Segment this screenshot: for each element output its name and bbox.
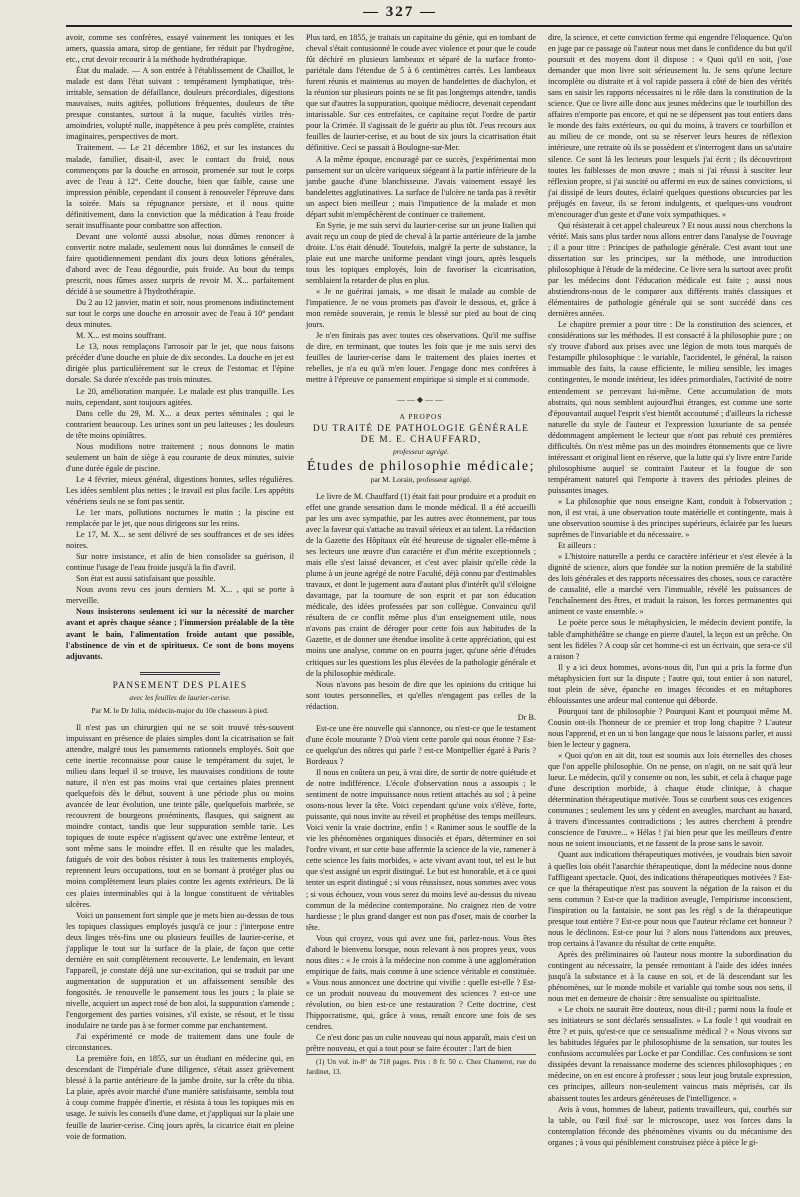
paragraph: Le 20, amélioration marquée. Le malade est plus tranquille. Les nuits, cependant, sont toujours agitées. [66,386,294,407]
paragraph: Nous avons revu ces jours derniers M. X... , qui se porte à merveille. [66,585,294,606]
paragraph: Vous qui croyez, vous qui avez une foi, parlez-nous. Vous êtes d'abord le bienvenu lorsque, nous relevant à nos propres yeux, vous nous dites : « Je crois à la médecine non comme à une agglomération empirique de faits, mais comme à une science véritable et constituée. » Vous nous annoncez une doctrine qui vivifie : quelle est-elle ? Est-ce un produit nouveau du mouvement des sciences ? est-ce une révolution, ou bien est-ce une restauration ? Cette doctrine, c'est l'hippocratisme, qui, grâce à vous, renaît encore une fois de ses cendres. [306,933,536,1032]
paragraph: Devant une volonté aussi absolue, nous dûmes renoncer à convertir notre malade, seulement nous lui donnâmes le conseil de faire quotidiennement pendant dix jours deux lotions générales, d'abord avec de l'eau dégourdie, puis froide. Au bout du temps prescrit, nous fûmes assez surpris de revoir M. X... parfaitement décidé à se soumettre à l'hydrothérapie. [66,231,294,297]
paragraph: J'ai expérimenté ce mode de traitement dans une foule de circonstances. [66,1032,294,1053]
paragraph: Avis à vous, hommes de labeur, patients travailleurs, qui, courbés sur la table, ou l'œil fixé sur le microscope, usez vos forces dans la contemplation féconde des phénomènes vivants ou du mécanisme des organes ; à vous qui péniblement construisez pièce à pièce le gi- [548,1104,792,1147]
paragraph: « La philosophie que nous enseigne Kant, conduit à l'observation ; non, il est vrai, à une observation toute matérielle et contingente, mais à une observation soumise à des principes supérieurs, éclairée par les lueurs suprêmes de l'invariable et du nécessaire. » [548,496,792,540]
paragraph: Le chapitre premier a pour titre : De la constitution des sciences, et considérations sur les méthodes. Il est consacré à la philosophie pure ; on s'y trouve d'abord aux prises avec une légion de mots tous marqués de l'estampille philosophique : le variable, l'accidentel, le général, la raison immuable des faits, la cause efficiente, le milieu sensible, les images contingentes, le monde intérieur, les idées primordiales, l'activité de notre entendement se percevant lui-même. Cette accumulation de mots abstraits, qui nous semblent aujourd'hui étranges, est comme une sorte d'épouvantail auquel l'esprit s'est bientôt accoutumé ; d'ailleurs la richesse naturelle du style de l'auteur et l'expression luxuriante de sa pensée dédommagent amplement le lecteur que n'ont pas rebuté ces premières difficultés. On n'est même pas un des moindres étonnements que ce livre intéressant et original lient en réserve, que la lutte qui s'y livre entre l'aride philosophisme auquel se contraint l'auteur et la fougue de son tempérament naturel qui l'emporte à travers des périodes pleines de puissantes images. [548,320,792,495]
header-rule [66,25,792,27]
section-author: par M. Lorain, professeur agrégé. [370,474,472,484]
column-right [548,32,792,1192]
paragraph: Il nous en coûtera un peu, à vrai dire, de sortir de notre quiétude et de notre indifférence. L'école d'observation nous a assoupis ; le sentiment de notre impuissance nous retient attachés au sol ; à peine osons-nous lever la tête. Voici cependant qu'une voix s'élève, forte, puissante, qui nous invite au réveil et prophétise des temps meilleurs. Voici venir la vraie doctrine, enfin ! « Ranimer sous le souffle de la vie les phénomènes organiques dissociés et épars, déterminer en soi l'ordre vivant, et sur cette base affermie la science de la vie, ramener à cette science les faits morbides, » acte vivant avant tout, tel est le but que s'est assigné un esprit distingué. Le but est honorable, et à ce quoi tenter un esprit distingué ; si vous réussissez, nous sommes avec vous ; si vous échouez, vous vous serez du moins levé au-dessus du niveau commun de la médecine contemporaine. No craignez rien de votre hardiesse ; le plus grand danger est non pas d'oser, mais de courber la tête. [306,768,536,932]
paragraph: État du malade. — A son entrée à l'établissement de Chaillot, le malade est dans l'état suivant : tempérament lymphatique, très-irritable, sensation de défaillance, douleurs précordiales, digestions mauvaises, nuits agitées, pollutions fréquentes, douleurs de tête presque constantes, surtout à la nuque, facultés viriles très-amoindries, volupté nulle, inappétence à peu près complète, craintes imaginaires, perspectives de mort. [66,66,294,142]
paragraph: « Je ne guérirai jamais, » me disait le malade au comble de l'impatience. Je ne vous promets pas d'avoir le dessous, et, grâce à mon remède souverain, je remis le blessé sur pied au bout de cinq jours. [306,287,536,330]
paragraph: dire, la science, et cette conviction ferme qui engendre l'éloquence. Qu'on en juge par ce passage où l'auteur nous met dans le confidence du but qu'il poursuit et des moyens dont il dispose : « Quoi qu'il en soit, j'ose demander que mon livre soit sérieusement lu. Je sens qu'une lecture incomplète ou distraite et à vol rapide passera à côté de bien des vérités sans en saisir les rapports nécessaires ni le rôle dans la constitution de la science. Que ce livre aille donc aux jeunes médecins que le tourbillon des affaires n'emporte pas encore, et qui ne se dépensent pas tout entiers dans le monde des faits extérieurs, ou qui du moins, à travers ce tourbillon et au milieu de ce monde, ont su se réserver leurs heures de réflexion intérieure, une retraite où ils se possèdent et s'interrogent dans un sa'utaire silence. Ce sont là les lecteurs pour lesquels j'ai écrit ; ils découvriront toutes les faiblesses de mon œuvre ; mais si j'ai réussi à susciter leur réflexion propre, si j'ai suscité ou affermi en eux de saines convictions, si j'ai dissipé de leurs doutes, éclairé quelques questions obscurcies par les préjugés en faveur, ils se feront indulgents, et quelques-uns voudront m'encourager d'un geste et d'une voix sympathiques. » [548,33,792,219]
paragraph: Et ailleurs : [558,541,596,551]
paragraph: Le 17, M. X... se sent délivré de ses souffrances et de ses idées noires. [66,530,294,551]
paragraph: Plus tard, en 1855, je traitais un capitaine du génie, qui en tombant de cheval s'était contusionné le coude avec violence et pour que le coude fût déchiré en plusieurs lambeaux et séparé de la surface fronto-pariétale dans l'étendue de 5 à 6 centimètres carrés. Les lambeaux furent réunis et maintenus au moyen de bandelettes de diachylon, et la réunion sur plusieurs points ne se fit pas longtemps attendre, tandis que sur d'autres la suppuration, quoique médiocre, devenait cependant intarissable. Sur ces entrefaites, ce capitaine reçut l'ordre de partir pour la Crimée. Il s'agissait de le guérir au plus tôt. J'eus recours aux feuilles de laurier-cerise, et au bout de six jours la cicatrisation était définitive. Ceci se passait à Boulogne-sur-Mer. [306,33,536,153]
section-author: Par M. le Dr Julia, médecin-major du 10e chasseurs à pied. [91,705,269,715]
paragraph: Est-ce une ère nouvelle qui s'annonce, ou n'est-ce que le testament d'une école mourante ? D'où vient cette parole qui nous étonne ? Est-ce quelqu'un des nôtres qui parle ? est-ce Montpellier égaré à Paris ? Bordeaux ? [306,723,536,766]
paragraph: Du 2 au 12 janvier, matin et soir, nous promenons indistinctement sur tout le corps une douche en arrosoir avec de l'eau à 10° pendant deux minutes. [66,298,294,330]
paragraph: Pourquoi tant de philosophie ? Pourquoi Kant et pourquoi même M. Cousin ont-ils l'honneur de ce premier et trop long chapitre ? L'auteur nous l'apprend, et en un si bon langage que nous le laissons parler, et aussi bien le lecteur y gagnera. [548,706,792,749]
paragraph: Il n'est pas un chirurgien qui ne se soit trouvé très-souvent impuissant en présence de plaies simples dont la cicatrisation se fait attendre, malgré tous les pansements rationnels employés. Soit que cette inertie reconnaisse pour cause le tempérament du sujet, le milieu dans lequel il se trouve, les mauvaises conditions de toute nature, il n'en est pas moins vrai que certaines plaies prennent quelquefois dès le début, souvent à une période plus ou moins avancée de leur évolution, une teinte pâle, quelquefois marbrée, se recouvrent de bourgeons proéminents, flasques, qui saignent au moindre contact, tandis que leur suppuration semble tarie. Les topiques de toute espèce n'agissent qu'avec une extrême lenteur, et sont même sans le moindre effet. Il en résulte que les malades, fatigués de voir des bobos résister à tous les traitements employés, reprennent leurs occupations, tout en se bornant à protéger plus ou moins complètement leurs plaies contre les agents extérieurs. De là ces plaies interminables qui à la longue constituent de véritables ulcères. [66,722,294,909]
paragraph: En Syrie, je me suis servi du laurier-cerise sur un jeune Italien qui avait reçu un coup de pied de cheval à la partie antérieure de la jambe droite. L'os était dénudé. Toutefois, malgré la perte de substance, la plaie eut une marche uniforme pendant vingt jours, après lesquels tous les topiques employés, loin de favoriser la cicatrisation, semblaient la retarder de plus en plus. [306,220,536,286]
paragraph: Il y a ici deux hommes, avons-nous dit, l'un qui a pris la forme d'un métaphysicien fort sur la dispute ; l'autre qui, tout entier à son naturel, tout plein de sève, épanche en images fécondes et en métaphores éblouissantes une ardeur mal contenue qui déborde. [548,662,792,705]
paragraph: A la même époque, encouragé par ce succès, j'expérimentai mon pansement sur un ulcère variqueux siégeant à la partie inférieure de la jambe gauche d'une blanchisseuse. J'avais vainement essayé les bandelettes agglutinatives. La surface de l'ulcère ne tarda pas à revêtir un aspect bien meilleur ; mais l'impatience de la malade et mon départ subit m'empêchèrent de continuer ce traitement. [306,154,536,219]
paragraph: Nous n'avons pas besoin de dire que les opinions du critique lui sont toutes personnelles, et qu'elles n'engagent pas celles de la rédaction. [306,679,536,711]
paragraph: Le poète perce sous le métaphysicien, le médecin devient pontife, la table d'amphithéâtre se change en pierre d'autel, la leçon est un prêche. On sent les fidèles ? A coup sûr cet homme-ci est un écrivain, que sera-ce s'il a raison ? [548,618,792,661]
paragraph: « Le choix ne saurait être douteux, nous dit-il ; parmi nous la foule et ses initiateurs se sont déclarés sensualistes. » La foule ! qui voudrait en être ? et puis, qu'est-ce que ce sensualisme médical ? « Nous vivons sur les habitudes léguées par le philosophisme de la sensation, sur toutes les confusions accumulées par Locke et par Condillac. Ces confusions se sont dissipées devant la renaissance moderne des sciences philosophiques ; en médecine, on en est encore à professer ; sous leur joug brutale expression, ces principes, ailleurs non-seulement vaincus mais méprisés, car ils abaissent toutes les ardeurs généreuses de l'intelligence. » [548,1005,792,1103]
footnote: (1) Un vol. in-8° de 718 pages. Prix : 8 fr. 50 c. Chez Chamerot, rue du Jardinet, 13. [306,1054,536,1077]
paragraph: Le livre de M. Chauffard (1) était fait pour produire et a produit en effet une grande sensation dans le monde médical. Il a été accueilli par les uns avec sympathie, par les autres avec étonnement, par tous avec la faveur qui s'attache au travail sérieux et au talent. La rédaction de la Gazette des Hôpitaux eût été heureuse de signaler elle-même à ses lecteurs une œuvre d'un caractère et d'un mérite exceptionnels ; mais elle s'est laissé devancer, et c'est avec plaisir qu'elle cède la plume à un jeune agrégé de notre Faculté, déjà connu par d'estimables travaux, et dont le jugement aura d'autant plus d'intérêt qu'il s'éloigne davantage, par la tournure de son esprit et par son éducation médicale, des idées professées par son collègue. Convaincu qu'il résultera de ce conflit même plus d'un enseignement utile, nous n'avons pas craint de déroger pour cette fois aux habitudes de la Gazette, et de donner une étendue insolite à cette appréciation, qui est moins une analyse, comme on en pourra juger, qu'une série d'études critiques sur les questions les plus élevées de la pathologie générale et de la philosophie médicale. [306,491,536,678]
section-label: A PROPOS [399,411,443,421]
paragraph: Qui résisterait à cet appel chaleureux ? Et nous aussi nous cherchons la vérité. Mais sans plus tarder nous allons entrer dans l'analyse de l'ouvrage ; il a pour titre : Principes de pathologie générale. C'est avant tout une dissertation sur les principes, sur la méthode, une introduction philosophique à l'étude de la médecine. Ce livre sera lu surtout avec profit par les médecins dont l'éducation médicale est faite ; aussi nous abstiendrons-nous de le comparer aux différents traités classiques et élémentaires de pathologie générale qui se sont succédé dans ces dernières années. [548,220,792,319]
paragraph: avoir, comme ses confrères, essayé vainement les toniques et les amers, quassia amara, sirop de gentiane, fer réduit par l'hydrogène, etc., crut devoir recourir à la méthode hydrothérapique. [66,33,294,65]
signature: Dr B. [517,712,536,722]
paragraph: Nous insisterons seulement ici sur la nécessité de marcher avant et après chaque séance ; l'immersion préalable de la tête avant le bain, l'alimentation froide autant que possible, l'abstinence de vin et de spiritueux. Ce sont de bons moyens adjuvants. [66,607,294,661]
paragraph: Ce n'est donc pas un culte nouveau qui nous apparaît, mais c'est un prêtre nouveau, et qui a tout pour se faire écouter : l'art de bien [306,1033,536,1054]
paragraph: Je n'en finirais pas avec toutes ces observations. Qu'il me suffise de dire, en terminant, que toutes les fois que je me suis servi des feuilles de laurier-cerise dans le traitement des plaies inertes et rebelles, je n'a eu qu'à m'en louer. J'engage donc mes confrères à mettre à l'épreuve ce pansement empirique si simple et si commode. [306,331,536,385]
section-title: PANSEMENT DES PLAIES [112,680,248,691]
paragraph: Quant aux indications thérapeutiques motivées, je voudrais bien savoir à quelles lois obéit l'anarchie thérapeutique, dont la médecine nous donne l'affligeant spectacle. Quoi, des indications thérapeutiques motivées ? Est-ce que la thérapeutique n'est pas souvent la négation de la raison et du sens commun ? Est-ce que la tradition aveugle, l'empirisme inconscient, l'inspiration ou la fantaisie, ne sont pas les règl s de la thérapeutique presque tout entière ? Est-ce pour nous que l'auteur réclame cet honneur ? nous le déclinons. Est-ce pour lui ? alors nous l'attendons aux preuves, trop certains à l'avance du résultat de cette enquête. [548,850,792,948]
paragraph: Traitement. — Le 21 décembre 1862, et sur les instances du malade, familier, disait-il, avec le contact du froid, nous commençons par la douche en arrosoir, promenée sur tout le corps avec de l'eau à 12°. Cette douche, bien que faible, cause une impression pénible, cependant il consent à renouveler l'épreuve dans la soirée. Mais sa répugnance persiste, et il nous quitte définitivement, dans la conviction que la médication à l'eau froide serait insuffisante pour combattre son affection. [66,143,294,230]
paragraph: Après des préliminaires où l'auteur nous montre la subordination du contingent au nécessaire, la pensée remontant à l'aide des idées innées jusqu'à la substance et à la cause en soi, et de là descendant sur les phénomènes, sur le monde mobile et variable qui tombe sous nos sens, il nous met en demeure de choisir : être sensualiste ou spiritualiste. [548,949,792,1004]
paragraph: Son état est aussi satisfaisant que possible. [76,574,216,584]
section-title-secondary: Études de philosophie médicale; [306,458,536,474]
section-title: DU TRAITÉ DE PATHOLOGIE GÉNÉRALE DE M. E. CHAUFFARD, [312,423,530,445]
page-number: — 327 — [363,4,437,20]
paragraph: Le 13, nous remplaçons l'arrosoir par le jet, que nous faisons précéder d'une douche en pluie de dix secondes. La douche en jet est dirigée plus particulièrement sur le creux de l'estomac et l'épine dorsale. Sa durée n'excède pas trois minutes. [66,342,294,385]
section-divider [140,672,220,675]
section-header [306,411,536,485]
section-subtitle: avec les feuilles de laurier-cerise. [129,692,231,702]
paragraph: Le 1er mars, pollutions nocturnes le matin ; la piscine est remplacée par le jet, que nous dirigeons sur les reins. [66,508,294,529]
section-header [66,681,294,716]
paragraph: Nous modifions notre traitement ; nous donnons le matin seulement un bain de siège à eau courante de deux minutes, suivie d'une durée égale de piscine. [66,441,294,473]
ornament-divider: ——◆—— [396,394,446,404]
paragraph: M. X... est moins souffrant. [76,331,167,341]
paragraph: Sur notre insistance, et afin de bien consolider sa guérison, il continue l'usage de l'eau froide jusqu'à la fin d'avril. [66,552,294,573]
column-middle [306,32,536,1192]
paragraph: Le 4 février, mieux général, digestions bonnes, selles régulières. Les idées semblent plus nettes ; le travail est plus facile. Les appétits vénériens seuls ne se font pas sentir. [66,474,294,506]
paragraph: La première fois, en 1855, sur un étudiant en médecine qui, en descendant de l'impériale d'une diligence, s'était assez grièvement blessé à la partie antérieure de la jambe droite, sur la crête du tibia. La plaie, après avoir marché d'une manière satisfaisante, sembla tout à coup comme frappée d'inertie, et résista à tous les topiques mis en usage. Je suivis les conseils d'une dame, et j'appliquai sur la plaie une feuille de laurier-cerise. Cinq jours après, la cicatrice était en pleine voie de formation. [66,1054,294,1141]
paragraph: Dans celle du 29, M. X... a deux pertes séminales ; qui le contrarient beaucoup. Les urines sont un peu laiteuses ; les douleurs de tête moins opiniâtres. [66,408,294,440]
paragraph: « L'histoire naturelle a perdu ce caractère inférieur et s'est élevée à la dignité de science, alors que fondée sur la notion première de la stabilité des lois générales et des rapports nécessaires des choses, sous ce caractère de causalité, elle a marché vers l'immuable, révélé les puissances de l'enchaînement des êtres, et traduit la raison, les forces permanentes qui animent ce vaste ensemble. » [548,552,792,617]
paragraph: Voici un pansement fort simple que je mets bien au-dessus de tous les topiques classiques employés jusqu'à ce jour : j'interpose entre deux linges très-fins une ou plusieurs feuilles de laurier-cerise, et j'applique le tout sur la surface de la plaie, de façon que cette dernière en soit complètement recouverte. Le lendemain, en levant l'appareil, je constate déjà une sur-excitation, qui se traduit par une augmentation de suppuration et un affaissement sensible des fongosités. Je renouvelle le pansement tous les jours ; la plaie se nivelle, acquiert un aspect rosé de bon aloi, la suppuration s'amende ; l'engorgement des parties voisines, s'il existe, se résout, et le tissu inodulaire ne tarde pas à se former comme par enchantement. [66,910,294,1031]
column-left [66,32,294,1192]
paragraph: « Quoi qu'on en ait dit, tout est soumis aux lois éternelles des choses que l'on appelle philosophie. On ne pense, on n'agit, on ne sait qu'à leur lueur. Le médecin, qu'il y consente ou non, les subit, et cela à chaque page d'une description morbide, à chaque étude clinique, à chaque détermination thérapeutique motivée. Tous se courbent sous ces exigences communes ; seulement les uns y cèdent en aveugles, marchant au hasard, à travers d'incessantes contradictions ; les autres cherchent à prendre conscience de l'œuvre... » Hélas ! j'ai bien peur que les meilleurs d'entre nous ne soient insouciants, et ne fassent de la prose sans le savoir. [548,751,792,849]
section-subtitle: professeur agrégé. [393,446,449,456]
